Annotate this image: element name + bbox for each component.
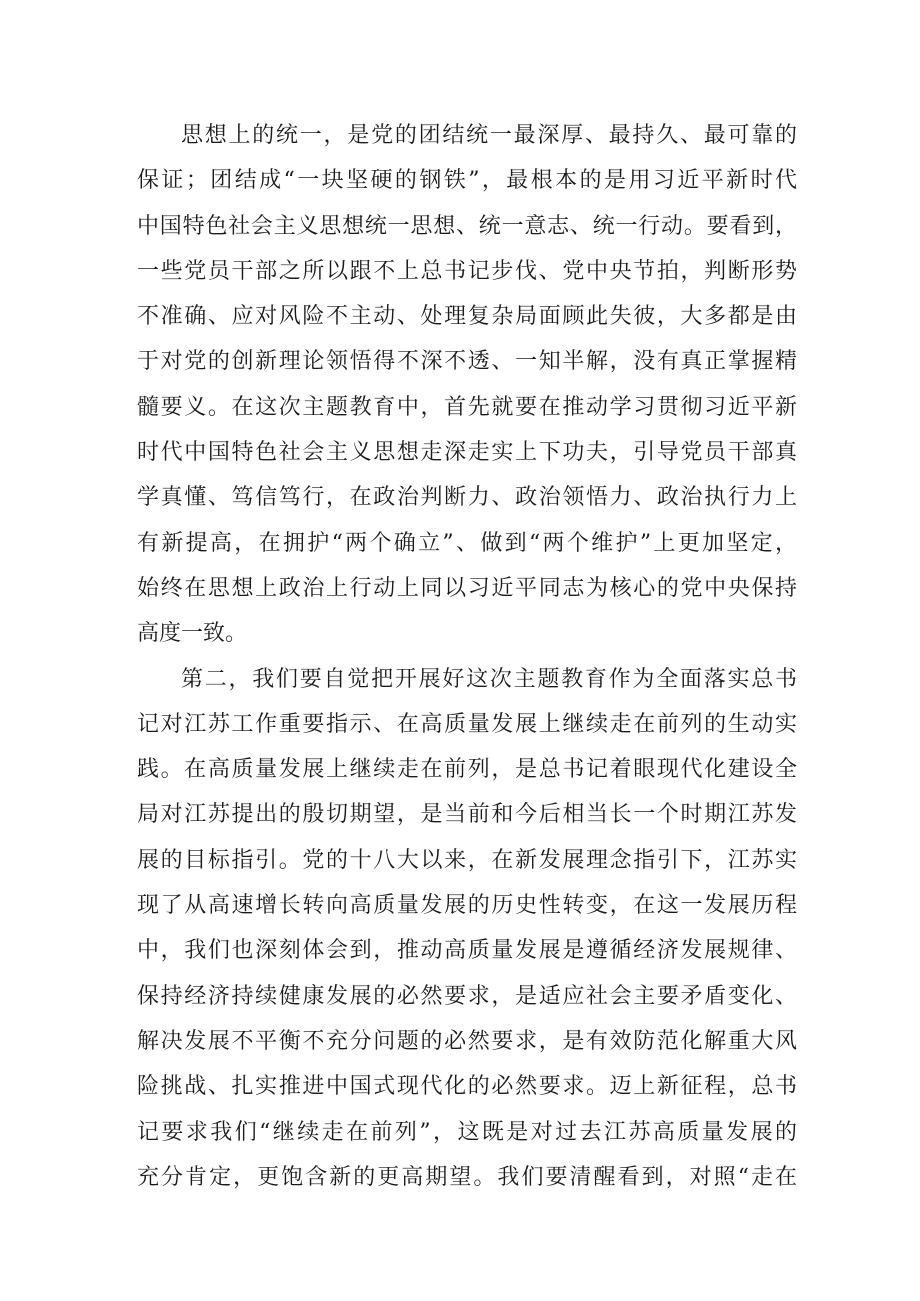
paragraph-2-line: 记要求我们“继续走在前列”，这既是对过去江苏高质量发展的 <box>137 1119 797 1145</box>
paragraph-1-line: 学真懂、笃信笃行，在政治判断力、政治领悟力、政治执行力上 <box>137 485 797 511</box>
paragraph-2-line: 险挑战、扎实推进中国式现代化的必然要求。迈上新征程，总书 <box>137 1074 797 1100</box>
paragraph-2-line: 第二，我们要自觉把开展好这次主题教育作为全面落实总书 <box>181 666 797 692</box>
paragraph-2-line: 充分肯定，更饱含新的更高期望。我们要清醒看到，对照“走在 <box>137 1164 797 1190</box>
paragraph-1-line: 髓要义。在这次主题教育中，首先就要在推动学习贯彻习近平新 <box>137 394 797 420</box>
paragraph-2-line: 局对江苏提出的殷切期望，是当前和今后相当长一个时期江苏发 <box>137 802 797 828</box>
paragraph-2-line: 践。在高质量发展上继续走在前列，是总书记着眼现代化建设全 <box>137 757 797 783</box>
paragraph-1-line: 一些党员干部之所以跟不上总书记步伐、党中央节拍，判断形势 <box>137 258 797 284</box>
paragraph-1-line: 于对党的创新理论领悟得不深不透、一知半解，没有真正掌握精 <box>137 349 797 375</box>
paragraph-1-line: 中国特色社会主义思想统一思想、统一意志、统一行动。要看到， <box>137 213 797 239</box>
paragraph-2-line: 记对江苏工作重要指示、在高质量发展上继续走在前列的生动实 <box>137 711 797 737</box>
paragraph-1-line: 保证；团结成“一块坚硬的钢铁”，最根本的是用习近平新时代 <box>137 168 797 194</box>
paragraph-1-line: 时代中国特色社会主义思想走深走实上下功夫，引导党员干部真 <box>137 440 797 466</box>
paragraph-2-line: 保持经济持续健康发展的必然要求，是适应社会主要矛盾变化、 <box>137 983 797 1009</box>
document-body <box>137 113 797 1200</box>
paragraph-1-line: 思想上的统一，是党的团结统一最深厚、最持久、最可靠的 <box>181 123 797 148</box>
paragraph-2-line: 中，我们也深刻体会到，推动高质量发展是遵循经济发展规律、 <box>137 938 797 964</box>
paragraph-2-line: 现了从高速增长转向高质量发展的历史性转变，在这一发展历程 <box>137 893 797 919</box>
paragraph-2-line: 展的目标指引。党的十八大以来，在新发展理念指引下，江苏实 <box>137 847 797 873</box>
paragraph-1-line: 始终在思想上政治上行动上同以习近平同志为核心的党中央保持 <box>137 575 797 601</box>
paragraph-1-line: 不准确、应对风险不主动、处理复杂局面顾此失彼，大多都是由 <box>137 304 797 330</box>
paragraph-2-line: 解决发展不平衡不充分问题的必然要求，是有效防范化解重大风 <box>137 1028 797 1054</box>
paragraph-1-line: 有新提高，在拥护“两个确立”、做到“两个维护”上更加坚定， <box>137 530 797 556</box>
paragraph-1-line: 高度一致。 <box>137 621 248 647</box>
